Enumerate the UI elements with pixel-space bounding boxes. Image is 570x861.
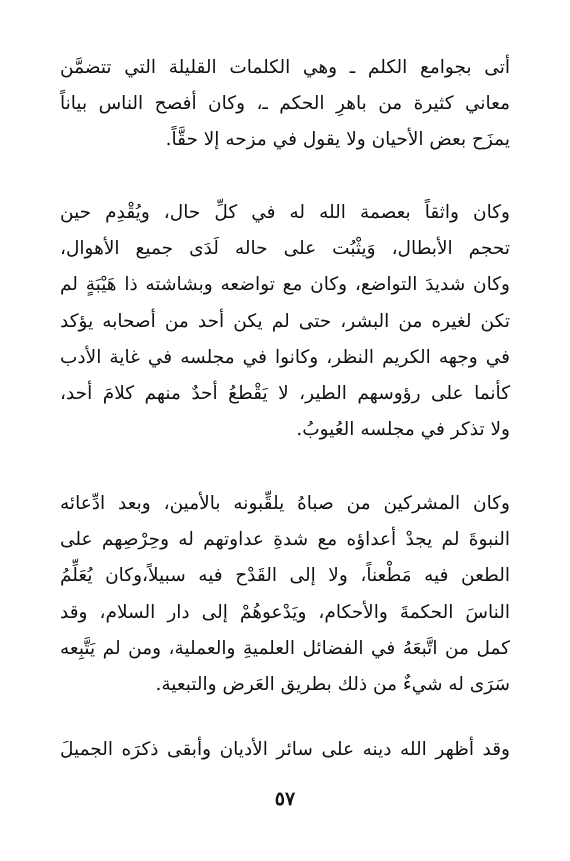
text-line: ولا تذكر في مجلسه العُيوبُ. — [296, 419, 510, 441]
text-line: أتى بجوامع الكلم ـ وهي الكلمات القليلة التي تتضمَّن — [60, 57, 510, 78]
text-line: وكان واثقاً بعصمة الله له في كلِّ حال، ويُقْدِم حين — [60, 202, 510, 223]
text-line: وكان شديدَ التواضع، وكان مع تواضعه وبشاشته ذا هَيْبَةٍ لم — [60, 274, 510, 296]
text-line: الطعن فيه مَطْعناً، ولا إلى القَدْح فيه سبيلاً،وكان يُعَلِّمُ — [60, 565, 510, 587]
text-line: يمزَح بعض الأحيان ولا يقول في مزحه إلا حقَّاً. — [165, 129, 510, 151]
text-line: معاني كثيرة من باهرِ الحكم ـ، وكان أفصح الناس بياناً — [60, 93, 510, 115]
text-line: كمل من اتَّبعَهُ في الفضائل العلميةِ والعملية، ومن لم يَتَّبِعه — [60, 637, 510, 659]
text-line: وكان المشركين من صباهُ يلقِّبونه بالأمين، وبعد ادِّعائه — [60, 493, 510, 514]
text-line: وقد أظهر الله دينه على سائر الأديان وأبقى ذكرَه الجميلَ — [60, 739, 510, 760]
text-line: الناسَ الحكمةَ والأحكام، ويَدْعوهُمْ إلى دار السلام، وقد — [60, 601, 510, 623]
text-line: في وجهه الكريم النظر، وكانوا في مجلسه في غاية الأدب — [60, 346, 510, 368]
paragraph-3 — [60, 486, 510, 703]
paragraph-2 — [60, 195, 510, 448]
text-line: النبوةَ لم يجدْ أعداؤه مع شدةِ عداوتهم له وحِرْصِهم على — [60, 529, 510, 551]
text-line: سَرَى له شيءٌ من ذلك بطريق العَرض والتبعية. — [155, 673, 510, 695]
page-number: ٥٧ — [274, 788, 296, 810]
paragraph-4 — [60, 732, 510, 768]
paragraph-1 — [60, 50, 510, 159]
text-line: كأنما على رؤوسهم الطير، لا يَقْطعُ أحدٌ منهم كلامَ أحد، — [60, 382, 510, 404]
text-line: تحجم الأبطال، وَيثْبُت على حاله لَدَى جميع الأهوال، — [60, 238, 510, 260]
text-line: تكن لغيره من البشر، حتى لم يكن أحد من أصحابه يؤكد — [60, 310, 510, 332]
